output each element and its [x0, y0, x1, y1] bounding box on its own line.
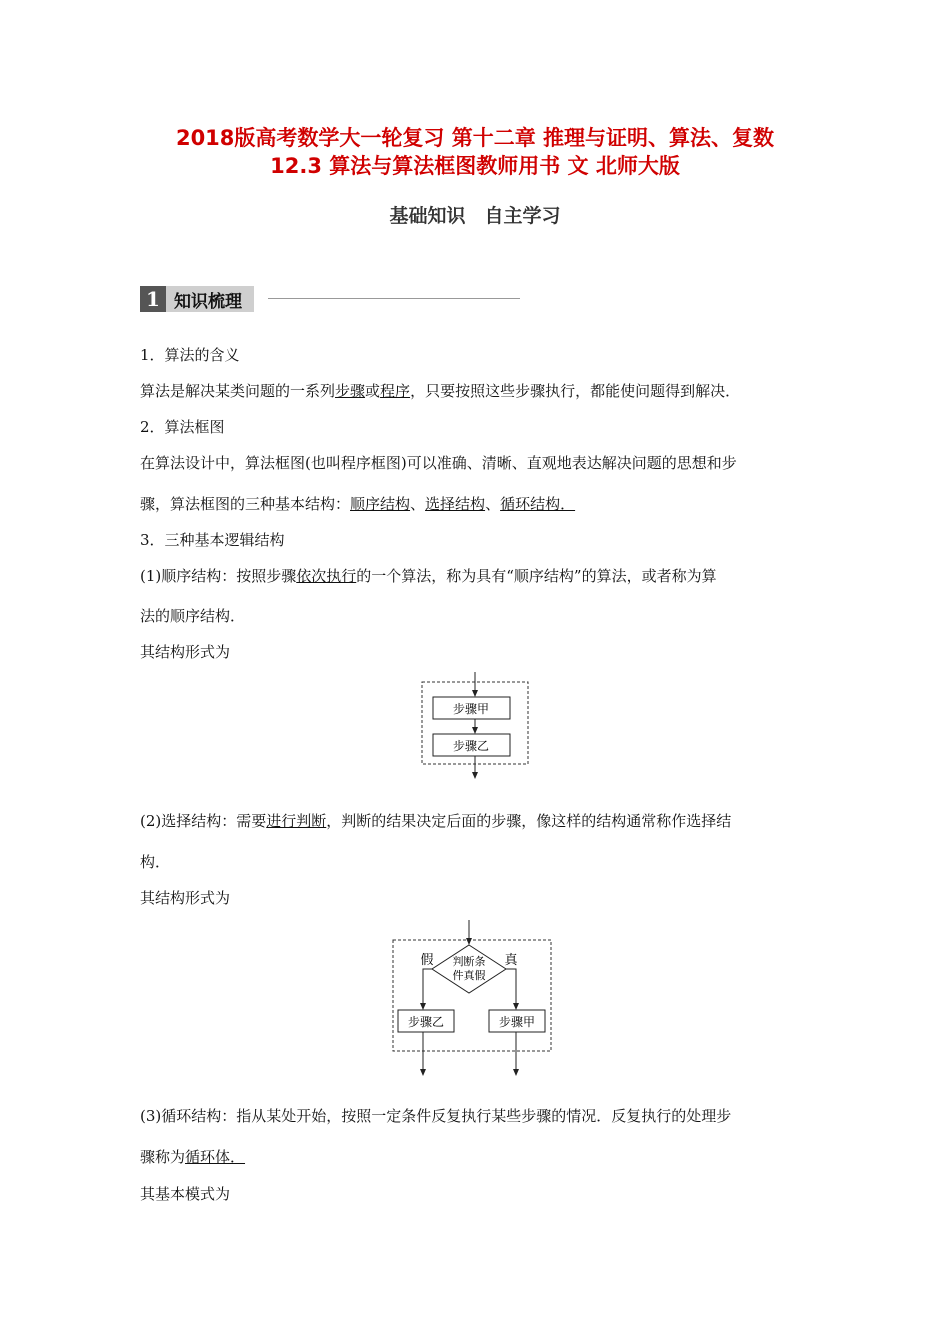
text: 、 — [485, 495, 501, 513]
step-box-2-label: 步骤乙 — [452, 739, 490, 753]
text: 的一个算法，称为具有“顺序结构”的算法，或者称为算 — [356, 567, 717, 585]
underlined-term: 进行判断 — [266, 812, 327, 830]
right-step-label: 步骤甲 — [498, 1015, 536, 1029]
text: (1)顺序结构：按照步骤 — [140, 567, 297, 585]
loop-structure-line2 — [140, 1146, 245, 1167]
text: 算法是解决某类问题的一系列 — [140, 382, 336, 400]
true-branch-arrow — [506, 969, 516, 1009]
heading-3: 3．三种基本逻辑结构 — [140, 531, 285, 549]
loop-structure-form: 其基本模式为 — [140, 1185, 231, 1203]
false-branch-arrow — [423, 969, 432, 1009]
text: ，判断的结果决定后面的步骤，像这样的结构通常称作选择结 — [326, 812, 732, 830]
text: 或 — [365, 382, 381, 400]
sel-structure-form: 其结构形式为 — [140, 889, 231, 907]
decision-label-line2: 件真假 — [452, 969, 486, 982]
underlined-term: 循环结构． — [500, 495, 576, 513]
text: 、 — [410, 495, 426, 513]
heading-2: 2．算法框图 — [140, 418, 225, 436]
heading-1: 1．算法的含义 — [140, 346, 240, 364]
true-label: 真 — [504, 953, 518, 968]
text: 骤称为 — [140, 1148, 186, 1166]
section-subtitle: 基础知识 自主学习 — [389, 205, 561, 227]
false-label: 假 — [420, 953, 434, 968]
section-label: 知识梳理 — [166, 286, 254, 312]
text: ，只要按照这些步骤执行，都能使问题得到解决． — [410, 382, 741, 400]
left-step-label: 步骤乙 — [407, 1015, 445, 1029]
underlined-term: 选择结构 — [425, 495, 486, 513]
sel-structure-line2: 构． — [140, 853, 171, 871]
underlined-term: 依次执行 — [296, 567, 357, 585]
loop-structure-line1: (3)循环结构：指从某处开始，按照一定条件反复执行某些步骤的情况．反复执行的处理步 — [140, 1107, 732, 1125]
decision-label-line1: 判断条 — [452, 955, 486, 968]
doc-title-line2: 12.3 算法与算法框图教师用书 文 北师大版 — [270, 154, 680, 178]
doc-title-line1: 2018版高考数学大一轮复习 第十二章 推理与证明、算法、复数 — [175, 126, 775, 150]
underlined-term: 顺序结构 — [350, 495, 411, 513]
text: (2)选择结构：需要 — [140, 812, 267, 830]
paragraph-2-line1: 在算法设计中，算法框图(也叫程序框图)可以准确、清晰、直观地表达解决问题的思想和步 — [140, 454, 737, 472]
seq-structure-form: 其结构形式为 — [140, 643, 231, 661]
underlined-term: 循环体． — [185, 1148, 246, 1166]
underlined-term: 步骤 — [335, 382, 366, 400]
seq-structure-line2: 法的顺序结构． — [140, 607, 246, 625]
step-box-1-label: 步骤甲 — [452, 702, 490, 716]
underlined-term: 程序 — [380, 382, 411, 400]
section-number: 1 — [140, 286, 166, 312]
text: 骤，算法框图的三种基本结构： — [140, 495, 351, 513]
